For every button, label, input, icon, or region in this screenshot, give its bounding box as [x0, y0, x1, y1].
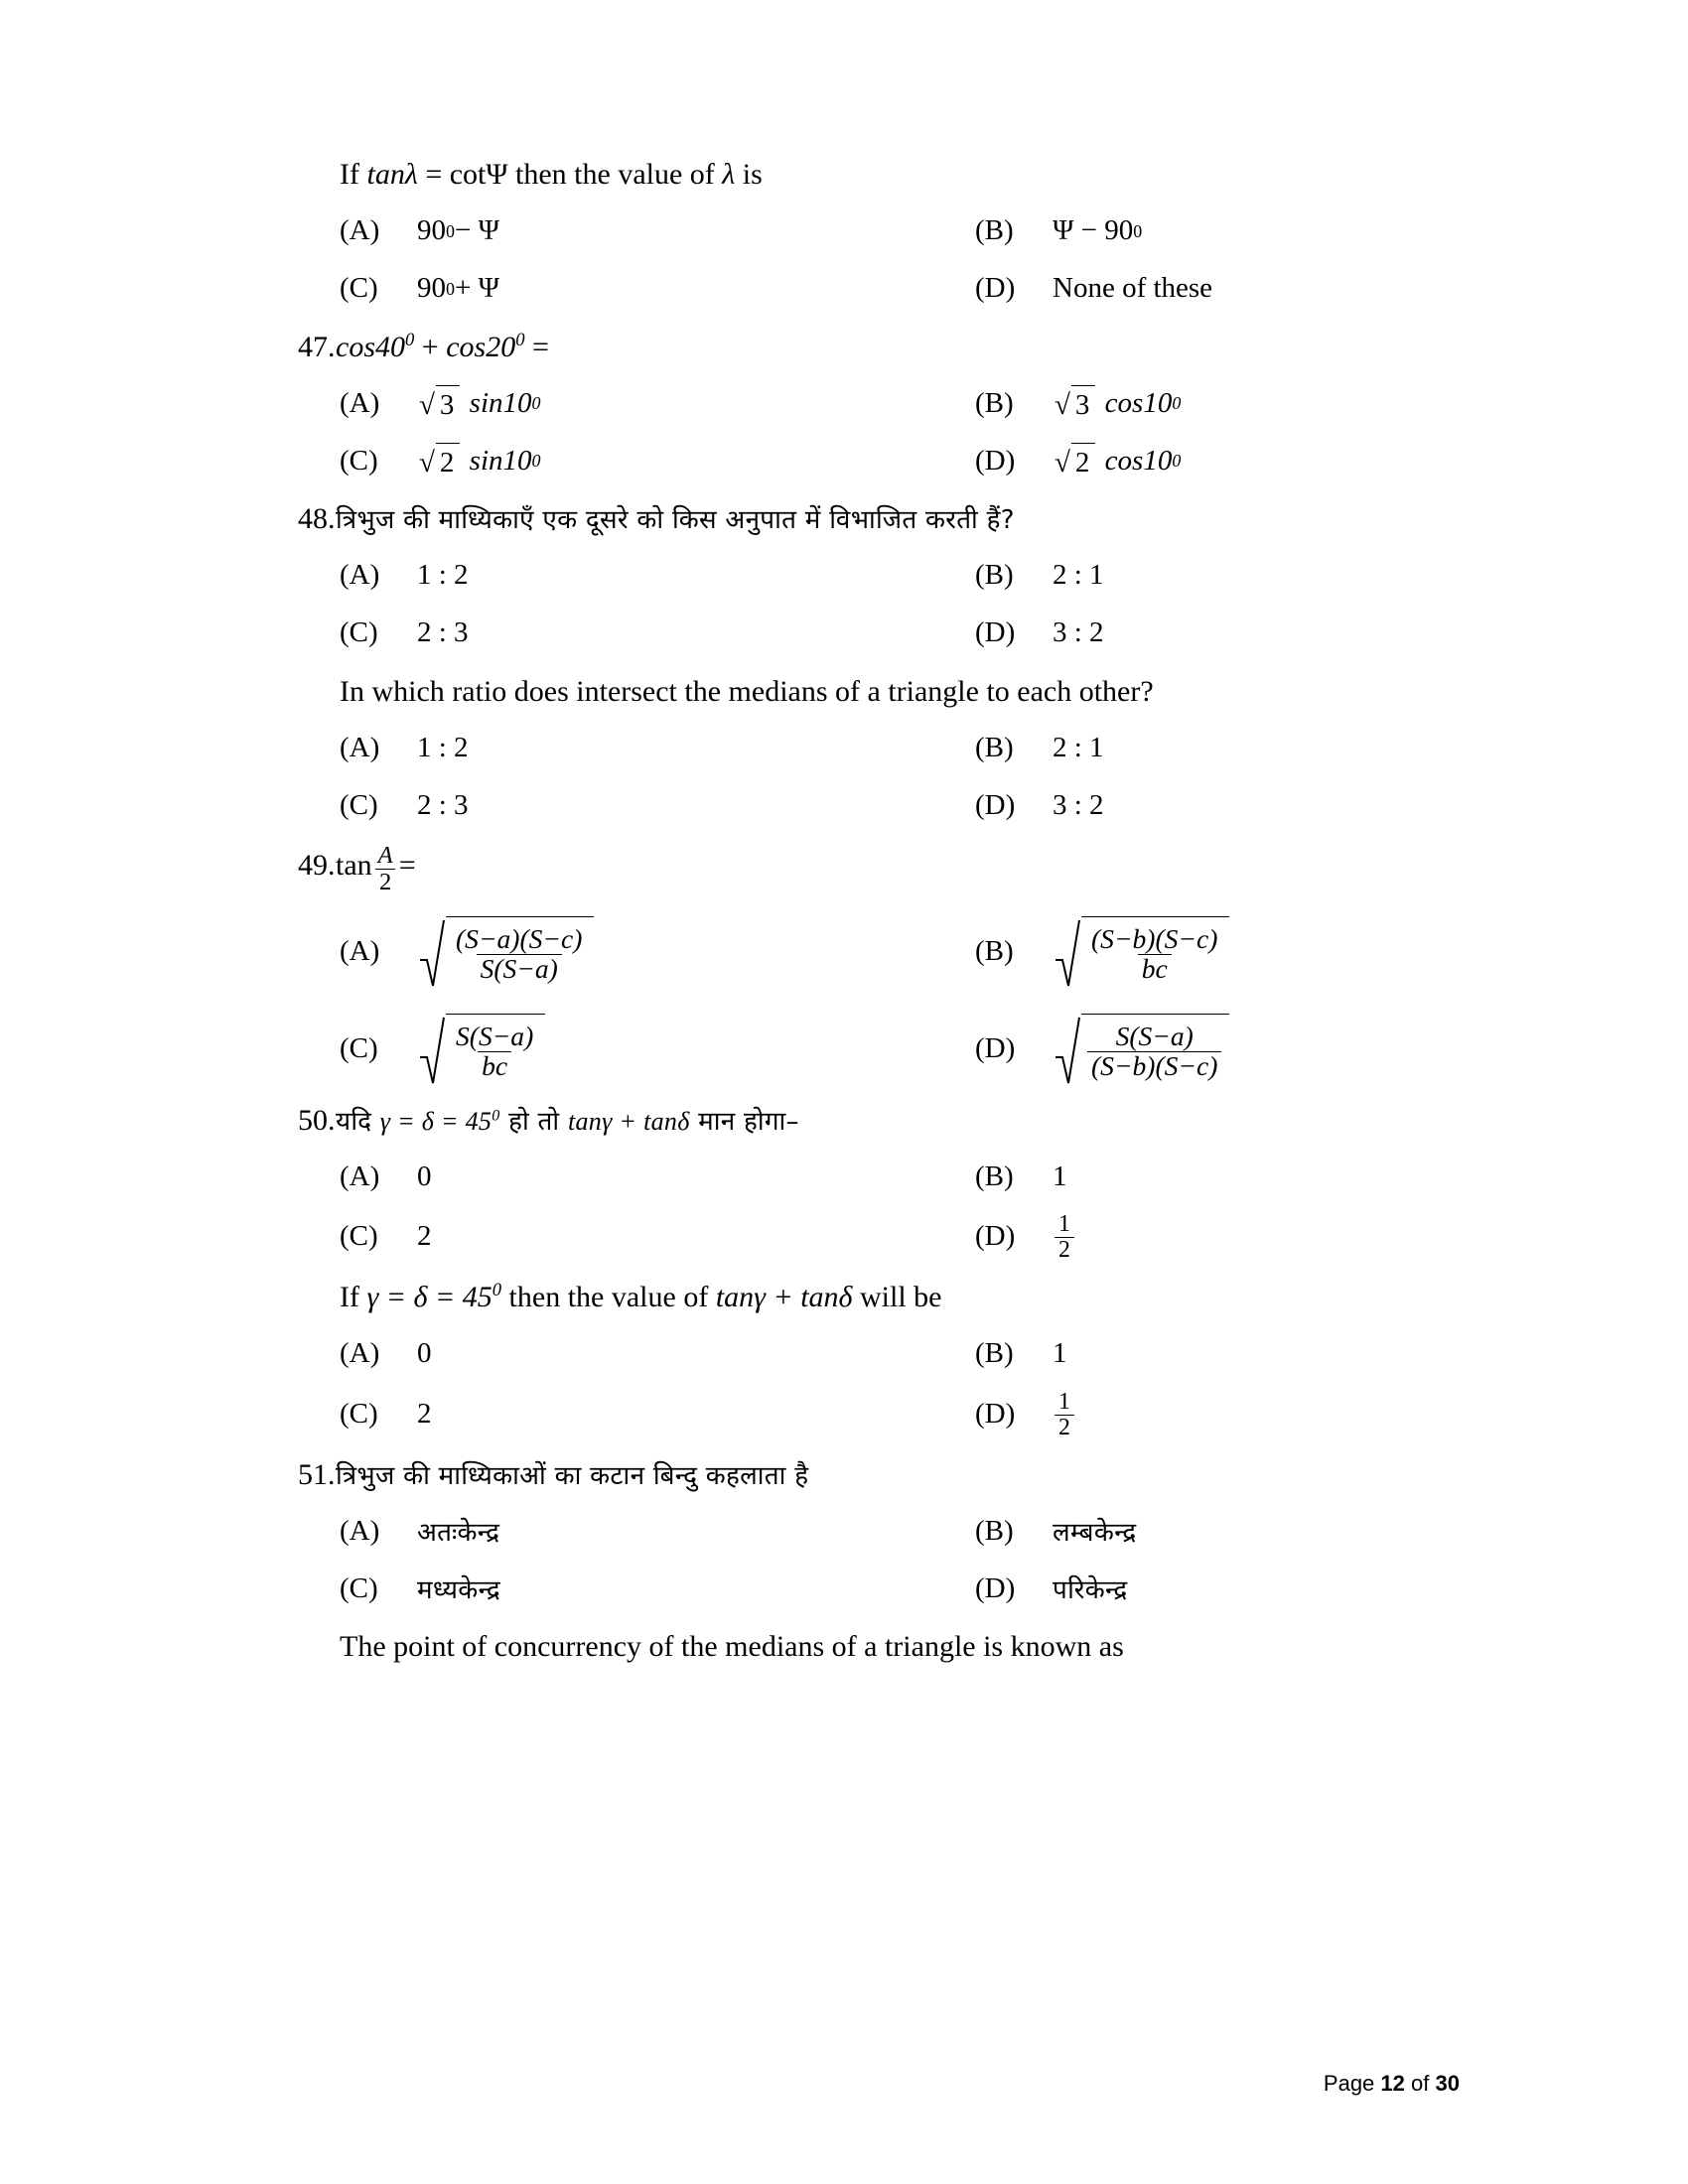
- option-d[interactable]: [975, 782, 1460, 828]
- footer-prefix: Page: [1323, 2071, 1375, 2096]
- option-a[interactable]: [340, 1154, 975, 1199]
- option-tag: (A): [340, 1337, 380, 1370]
- option-b[interactable]: [975, 553, 1460, 599]
- option-a[interactable]: [340, 916, 975, 988]
- option-tag: (D): [975, 788, 1016, 821]
- fraction-numerator: (S−a)(S−c): [456, 923, 583, 955]
- question-stem-translation: The point of concurrency of the medians of a triangle is known as: [340, 1630, 1124, 1663]
- option-value: √ 2 cos 10 0: [1055, 444, 1182, 478]
- question-stem: [298, 842, 1460, 894]
- option-tag: (D): [975, 1032, 1016, 1065]
- option-value: None of these: [1053, 272, 1213, 304]
- question-stem: [298, 497, 1460, 541]
- option-tag: (D): [975, 1220, 1016, 1253]
- option-c[interactable]: [340, 1014, 975, 1085]
- option-d[interactable]: [975, 1566, 1460, 1611]
- options-grid: [298, 1154, 1460, 1262]
- question-block: [298, 497, 1460, 828]
- radical-icon: [1055, 916, 1080, 988]
- option-value: 3 : 2: [1053, 616, 1104, 648]
- question-number: 47.: [298, 330, 336, 363]
- option-tag: (B): [975, 386, 1014, 419]
- question-stem: [298, 1453, 1460, 1497]
- question-block: [298, 1099, 1460, 1439]
- option-tag: (A): [340, 1160, 380, 1192]
- page-footer: [1324, 2071, 1460, 2097]
- question-block: [298, 1453, 1460, 1669]
- option-a[interactable]: [340, 380, 975, 426]
- option-tag: (A): [340, 559, 380, 591]
- question-stem-translation: If $\gamma = \delta = 45^0$ then the value of tanγ + tanδ will be: [340, 1280, 942, 1314]
- option-tag: (B): [975, 1337, 1014, 1370]
- options-grid: [298, 1508, 1460, 1611]
- option-tag: (A): [340, 935, 380, 968]
- option-value: √ 3 sin 10 0: [419, 386, 541, 421]
- option-tag: (B): [975, 1514, 1014, 1547]
- radical-icon: [419, 916, 445, 988]
- option-tag: (D): [975, 1571, 1016, 1604]
- option-c[interactable]: [340, 782, 975, 828]
- fraction-denominator: S(S−a): [477, 954, 562, 984]
- option-value: √ 3 cos 10 0: [1055, 386, 1182, 421]
- option-value: 2 : 3: [417, 788, 469, 821]
- question-text-hindi: यदि $\gamma = \delta = 45^0$ हो तो tanγ + tanδ मान होगा–: [336, 1106, 799, 1137]
- question-stem-translation: In which ratio does intersect the medians of a triangle to each other?: [340, 674, 1154, 708]
- option-tag: (A): [340, 1514, 380, 1547]
- option-tag: (A): [340, 731, 380, 763]
- option-value: 1: [1053, 1160, 1067, 1192]
- option-tag: (C): [340, 1220, 378, 1253]
- option-value: लम्बकेन्द्र: [1053, 1518, 1137, 1548]
- option-a[interactable]: [340, 208, 975, 254]
- options-grid: [298, 380, 1460, 483]
- option-tag: (B): [975, 1160, 1014, 1192]
- fraction-numerator: S(S−a): [1115, 1021, 1194, 1052]
- fraction-denominator: bc: [478, 1051, 511, 1081]
- option-value: 2 : 3: [417, 616, 469, 648]
- option-tag: (C): [340, 1571, 378, 1604]
- option-value: 90 0 + Ψ: [417, 272, 499, 304]
- option-d[interactable]: [975, 1389, 1460, 1439]
- option-d[interactable]: [975, 266, 1460, 312]
- question-stem: [298, 326, 1460, 369]
- option-c[interactable]: [340, 611, 975, 656]
- option-value: अतःकेन्द्र: [417, 1518, 500, 1548]
- question-block: [298, 326, 1460, 484]
- option-value: 1: [1053, 1337, 1067, 1370]
- options-grid: [298, 208, 1460, 312]
- option-value: [1053, 1014, 1231, 1085]
- option-value: Ψ − 90 0: [1053, 214, 1143, 246]
- option-tag: (C): [340, 272, 378, 304]
- option-value: 1 : 2: [417, 731, 469, 763]
- fraction-denominator: bc: [1138, 954, 1172, 984]
- option-d[interactable]: [975, 438, 1460, 483]
- question-text-hindi: त्रिभुज की माध्यिकाओं का कटान बिन्दु कहलाता है: [336, 1460, 809, 1491]
- question-block: [298, 153, 1460, 312]
- question-block: [298, 842, 1460, 1085]
- radical-icon: [419, 1014, 445, 1085]
- option-a[interactable]: [340, 1508, 975, 1554]
- option-c[interactable]: [340, 266, 975, 312]
- footer-page-number: 12: [1380, 2071, 1405, 2096]
- option-value: मध्यकेन्द्र: [417, 1575, 501, 1605]
- option-value: 90 0 − Ψ: [417, 214, 499, 246]
- option-tag: (B): [975, 731, 1014, 763]
- option-value: 2 : 1: [1053, 731, 1104, 763]
- option-value: 0: [417, 1337, 432, 1370]
- fraction-numerator: (S−b)(S−c): [1091, 923, 1218, 955]
- question-number: 51.: [298, 1457, 336, 1491]
- option-c[interactable]: [340, 1566, 975, 1611]
- option-c[interactable]: [340, 1389, 975, 1439]
- option-value: परिकेन्द्र: [1053, 1575, 1128, 1605]
- option-b[interactable]: [975, 380, 1460, 426]
- question-number: 48.: [298, 502, 336, 535]
- option-tag: (D): [975, 444, 1016, 477]
- option-value: 0: [417, 1160, 432, 1192]
- option-tag: (C): [340, 788, 378, 821]
- question-text: $\cos 40^0 + \cos 20^0$ =: [336, 329, 549, 363]
- option-a[interactable]: [340, 553, 975, 599]
- option-tag: (C): [340, 616, 378, 648]
- option-tag: (B): [975, 559, 1014, 591]
- option-value: 2: [417, 1220, 432, 1253]
- option-d[interactable]: [975, 1211, 1460, 1262]
- options-grid: [298, 916, 1460, 1085]
- option-tag: (D): [975, 616, 1016, 648]
- footer-total-pages: 30: [1435, 2071, 1460, 2096]
- option-a[interactable]: [340, 1331, 975, 1377]
- question-stem: If tanλ = cotΨ then the value of λ is: [340, 158, 763, 191]
- option-value: 1 : 2: [417, 559, 469, 591]
- option-value: $\frac{1}{2}$: [1053, 1211, 1076, 1262]
- option-tag: (B): [975, 935, 1014, 968]
- option-b[interactable]: [975, 916, 1460, 988]
- option-tag: (C): [340, 1397, 378, 1430]
- radical-icon: [1055, 1014, 1080, 1085]
- option-value: [417, 916, 596, 988]
- option-value: 2 : 1: [1053, 559, 1104, 591]
- option-tag: (C): [340, 1032, 378, 1065]
- option-b[interactable]: [975, 1508, 1460, 1554]
- option-tag: (D): [975, 1397, 1016, 1430]
- option-a[interactable]: [340, 725, 975, 770]
- option-c[interactable]: [340, 1211, 975, 1262]
- fraction-numerator: S(S−a): [456, 1021, 534, 1052]
- option-value: √ 2 sin 10 0: [419, 444, 541, 478]
- question-stem: [298, 1099, 1460, 1143]
- question-number: 50.: [298, 1103, 336, 1137]
- options-grid-translation: [298, 1331, 1460, 1439]
- option-tag: (B): [975, 214, 1014, 246]
- option-b[interactable]: [975, 725, 1460, 770]
- option-value: $\frac{1}{2}$: [1053, 1389, 1076, 1439]
- option-value: [417, 1014, 547, 1085]
- option-value: 3 : 2: [1053, 788, 1104, 821]
- option-d[interactable]: [975, 611, 1460, 656]
- option-d[interactable]: [975, 1014, 1460, 1085]
- option-tag: (A): [340, 214, 380, 246]
- option-b[interactable]: [975, 1331, 1460, 1377]
- question-number: 49.: [298, 849, 336, 883]
- footer-middle: of: [1411, 2071, 1430, 2096]
- option-tag: (C): [340, 444, 378, 477]
- question-text: tan $\frac{A}{2}$ =: [336, 842, 416, 895]
- option-b[interactable]: [975, 208, 1460, 254]
- options-grid-translation: [298, 725, 1460, 828]
- option-value: [1053, 916, 1231, 988]
- option-tag: (D): [975, 272, 1016, 304]
- question-text-hindi: त्रिभुज की माध्यिकाएँ एक दूसरे को किस अनुपात में विभाजित करती हैं?: [336, 505, 1015, 535]
- options-grid: [298, 553, 1460, 656]
- option-c[interactable]: [340, 438, 975, 483]
- option-tag: (A): [340, 386, 380, 419]
- fraction-denominator: (S−b)(S−c): [1087, 1051, 1221, 1081]
- option-b[interactable]: [975, 1154, 1460, 1199]
- option-value: 2: [417, 1397, 432, 1430]
